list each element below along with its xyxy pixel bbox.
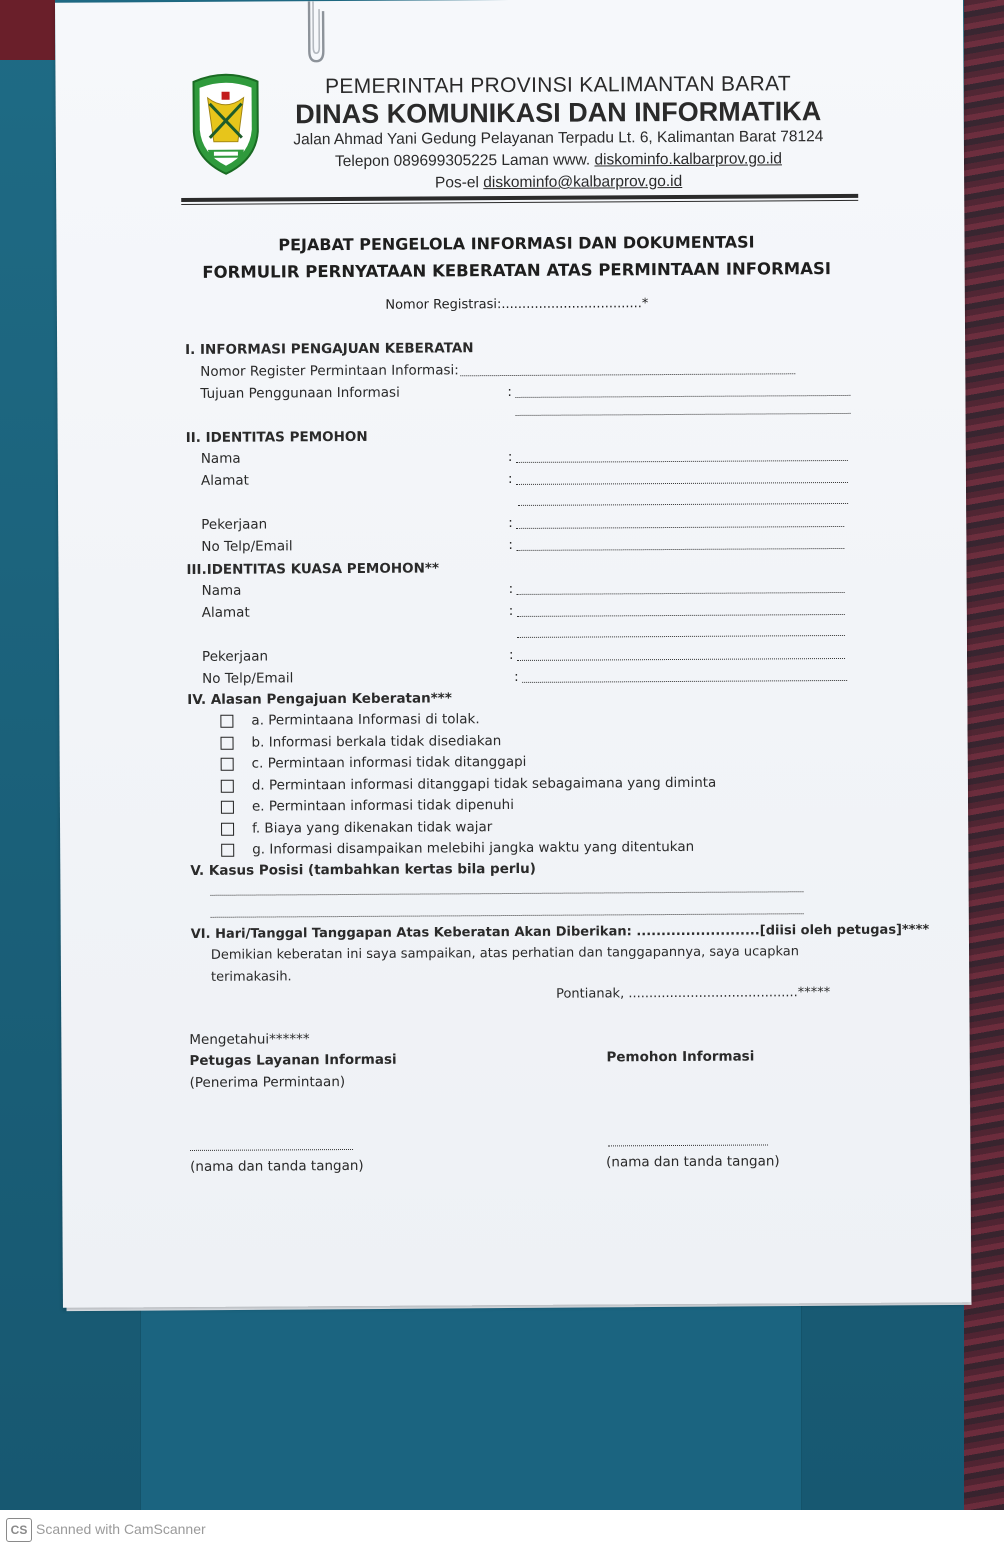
scanner-watermark: Scanned with CamScanner xyxy=(36,1521,206,1537)
proxy-address-label: Alamat xyxy=(201,604,250,621)
fabric-corner xyxy=(0,0,55,60)
section-5-heading: V. Kasus Posisi (tambahkan kertas bila perlu) xyxy=(190,860,536,879)
officer-sign-caption: (nama dan tanda tangan) xyxy=(190,1157,364,1175)
reason-checkbox[interactable] xyxy=(221,801,234,814)
applicant-address-field-1[interactable] xyxy=(516,482,848,485)
proxy-job-label: Pekerjaan xyxy=(201,648,269,665)
register-number-field[interactable] xyxy=(460,373,795,376)
place-date-field[interactable]: Pontianak, .........................................***** xyxy=(556,985,831,1002)
applicant-address-label: Alamat xyxy=(200,472,249,489)
reason-option: a. Permintaana Informasi di tolak. xyxy=(251,711,480,729)
form-title: FORMULIR PERNYATAAN KEBERATAN ATAS PERMINTAAN INFORMASI xyxy=(202,259,832,282)
applicant-signature-field[interactable] xyxy=(608,1144,768,1146)
reason-option: c. Permintaan informasi tidak ditanggapi xyxy=(251,753,527,772)
reason-checkbox[interactable] xyxy=(221,780,234,793)
register-number-label: Nomor Register Permintaan Informasi: xyxy=(200,362,459,380)
purpose-label: Tujuan Penggunaan Informasi xyxy=(200,384,400,402)
section-2-heading: II. IDENTITAS PEMOHON xyxy=(185,428,368,446)
applicant-job-field[interactable] xyxy=(516,526,844,529)
proxy-name-label: Nama xyxy=(201,582,242,599)
reason-checkbox[interactable] xyxy=(220,715,233,728)
scanner-footer xyxy=(0,1510,1004,1547)
proxy-name-field[interactable] xyxy=(517,592,845,595)
applicant-contact-field[interactable] xyxy=(516,548,844,551)
purpose-field-2[interactable] xyxy=(516,413,851,416)
letterhead-contact xyxy=(266,150,851,172)
section-3-heading: III.IDENTITAS KUASA PEMOHON** xyxy=(186,560,440,578)
letterhead-agency: DINAS KOMUNIKASI DAN INFORMATIKA xyxy=(295,96,822,130)
statement-line-2: terimakasih. xyxy=(210,969,292,985)
applicant-name-label: Nama xyxy=(200,450,241,467)
purpose-field-1[interactable] xyxy=(515,395,850,398)
case-position-field-1[interactable] xyxy=(210,891,803,896)
reason-option: e. Permintaan informasi tidak dipenuhi xyxy=(251,796,515,815)
form-document: PEMERINTAH PROVINSI KALIMANTAN BARAT DINAS KOMUNIKASI DAN INFORMATIKA Jalan Ahmad Yani Gedung Pelayanan Terpadu Lt. 6, Kalimantan Barat 78124 Telepon 089699305225 Laman www. diskominfo.kalbarprov.go.id Pos-el diskominfo@kalbarprov.go.id PEJABAT PENGELOLA INFORMASI DAN DOKUMENTASI FORMULIR PERNYATAAN KEBERATAN ATAS PERMINTAAN INFORMASI Nomor Registrasi:..................................* I. INFORMASI PENGAJUAN KEBERATAN Nomor Register Permintaan Informasi: Tujuan Penggunaan Informasi : II. IDENTITAS PEMOHON Nama : Alamat : Pekerjaan : No Telp/Email : III.IDENTITAS KUASA PEMOHON** Nama : Alamat : Pekerjaan : No Telp/Email : IV. Alasan Pengajuan Keberatan*** a. Permintaana Informasi di tolak. b. Informasi berkala tidak disediakan c. Permintaan informasi tidak ditanggapi d. Permintaan informasi ditanggapi tidak sebagaimana yang diminta e. Permintaan informasi tidak dipenuhi f. Biaya yang dikenakan tidak wajar g. Informasi disampaikan melebihi jangka waktu yang ditentukan V. Kasus Posisi (tambahkan kertas bila perlu) VI. Hari/Tanggal Tanggapan Atas Keberatan Akan Diberikan: .........................[diisi oleh petugas]**** Demikian keberatan ini saya sampaikan, atas perhatian dan tanggapannya, saya ucapkan terimakasih. Pontianak, .........................................***** Mengetahui****** Petugas Layanan Informasi (Penerima Permintaan) Pemohon Informasi (nama dan tanda tangan) (nama dan tanda tangan) xyxy=(55,0,971,1308)
case-position-field-2[interactable] xyxy=(211,913,804,918)
website-link[interactable]: diskominfo.kalbarprov.go.id xyxy=(594,150,782,169)
form-title-office: PEJABAT PENGELOLA INFORMASI DAN DOKUMENTASI xyxy=(278,232,755,255)
province-emblem-icon xyxy=(185,71,266,175)
reason-checkbox[interactable] xyxy=(221,758,234,771)
letterhead-email xyxy=(266,172,851,194)
applicant-sign-caption: (nama dan tanda tangan) xyxy=(606,1153,780,1171)
reason-checkbox[interactable] xyxy=(220,737,233,750)
applicant-contact-label: No Telp/Email xyxy=(201,538,293,555)
proxy-job-field[interactable] xyxy=(517,658,845,661)
section-1-heading: I. INFORMASI PENGAJUAN KEBERATAN xyxy=(185,340,474,358)
registration-number[interactable]: Nomor Registrasi:..................................* xyxy=(385,296,649,313)
letterhead-phone: Telepon 089699305225 Laman www. xyxy=(334,151,591,171)
reason-checkbox[interactable] xyxy=(221,823,234,836)
reason-option: b. Informasi berkala tidak disediakan xyxy=(251,733,502,751)
acknowledged-label: Mengetahui****** xyxy=(189,1031,310,1048)
reason-option: d. Permintaan informasi ditanggapi tidak sebagaimana yang diminta xyxy=(251,774,717,794)
email-label: Pos-el xyxy=(434,174,479,192)
camscanner-logo-icon: CS xyxy=(6,1518,32,1542)
proxy-address-field-1[interactable] xyxy=(517,614,845,617)
applicant-job-label: Pekerjaan xyxy=(201,516,268,533)
proxy-contact-label: No Telp/Email xyxy=(202,670,294,687)
letterhead-address: Jalan Ahmad Yani Gedung Pelayanan Terpadu Lt. 6, Kalimantan Barat 78124 xyxy=(293,128,824,149)
section-4-heading: IV. Alasan Pengajuan Keberatan*** xyxy=(187,690,452,708)
folder xyxy=(140,1300,802,1510)
statement-line-1: Demikian keberatan ini saya sampaikan, atas perhatian dan tanggapannya, saya ucapkan xyxy=(210,944,800,963)
proxy-address-field-2[interactable] xyxy=(517,635,845,638)
reason-checkbox[interactable] xyxy=(221,844,234,857)
applicant-title: Pemohon Informasi xyxy=(606,1048,755,1066)
officer-signature-field[interactable] xyxy=(190,1149,353,1151)
section-6-heading: VI. Hari/Tanggal Tanggapan Atas Keberatan Akan Diberikan: .........................[diisi oleh petugas]**** xyxy=(190,922,930,942)
applicant-address-field-2[interactable] xyxy=(518,503,848,506)
letterhead-government: PEMERINTAH PROVINSI KALIMANTAN BARAT xyxy=(325,72,792,99)
reason-option: g. Informasi disampaikan melebihi jangka waktu yang ditentukan xyxy=(252,838,695,858)
reason-option: f. Biaya yang dikenakan tidak wajar xyxy=(252,819,493,837)
email-link[interactable]: diskominfo@kalbarprov.go.id xyxy=(483,172,683,192)
officer-title: Petugas Layanan Informasi xyxy=(189,1051,397,1069)
applicant-name-field[interactable] xyxy=(516,460,848,463)
paper-clip-icon xyxy=(303,1,327,63)
proxy-contact-field[interactable] xyxy=(522,680,847,683)
officer-subtitle: (Penerima Permintaan) xyxy=(189,1074,346,1091)
